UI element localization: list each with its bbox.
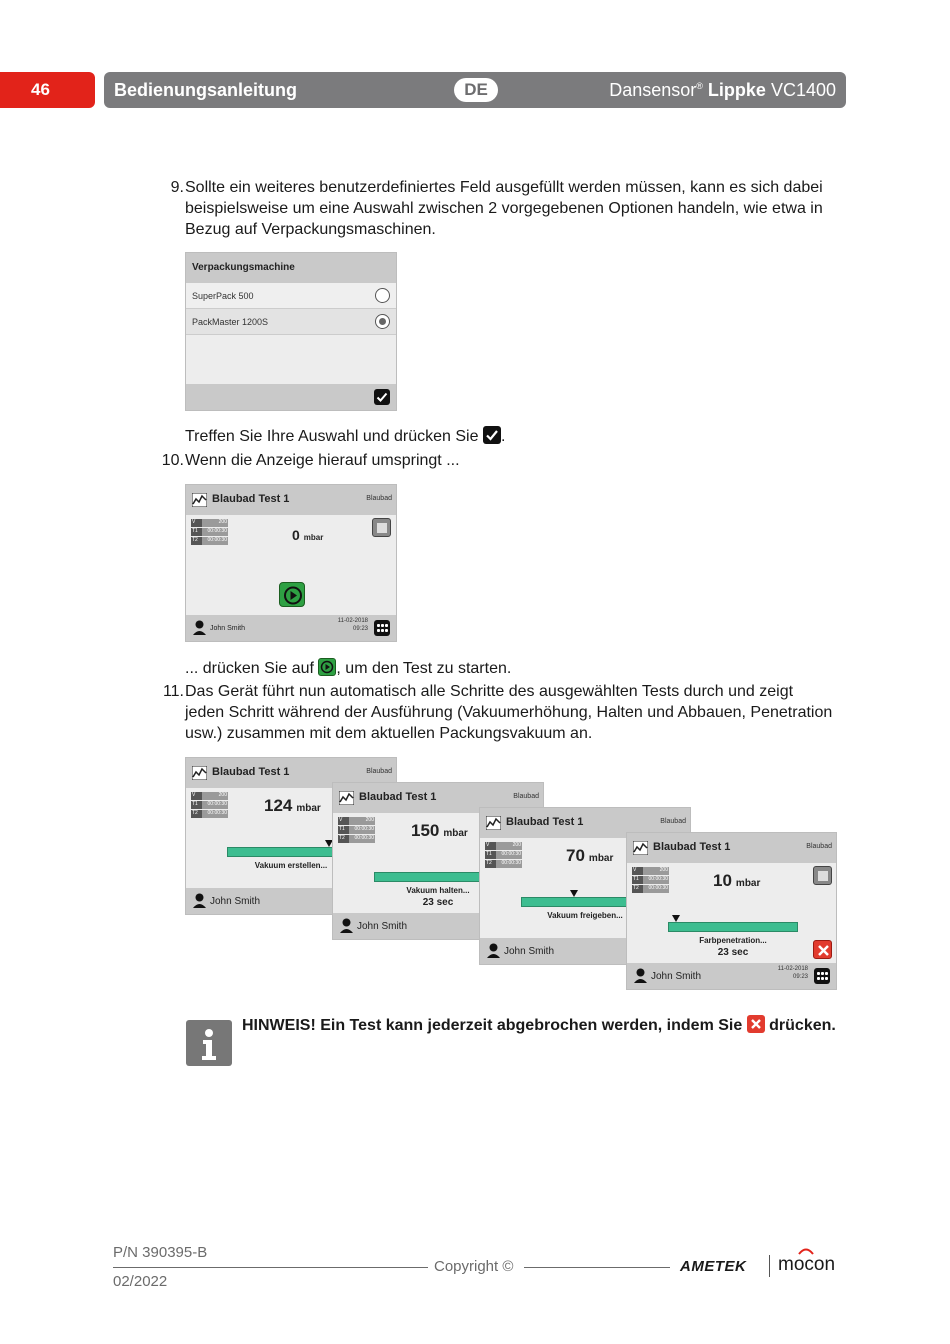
user-icon: [634, 968, 647, 983]
menu-icon[interactable]: [374, 620, 390, 636]
machine-select-screen: [185, 252, 397, 411]
date-time: 11-02-2018 09:23: [777, 966, 808, 980]
test-parameters: V 200 T1 00:00:30 T2 00:00:30: [633, 867, 668, 891]
cancel-icon: [747, 1015, 765, 1033]
chart-icon: [192, 766, 207, 780]
check-icon: [483, 426, 501, 444]
test-subtitle: Blaubad: [366, 495, 392, 502]
radio-icon[interactable]: [375, 288, 390, 303]
chart-icon: [633, 841, 648, 855]
language-badge: DE: [454, 78, 498, 102]
radio-selected-icon[interactable]: [375, 314, 390, 329]
mocon-arc-icon: [798, 1247, 814, 1255]
select-header: [186, 253, 396, 283]
chart-icon: [192, 493, 207, 507]
option-row[interactable]: [186, 309, 396, 335]
timer-text: 23 sec: [717, 947, 749, 958]
menu-icon[interactable]: [814, 968, 830, 984]
user-icon: [193, 620, 206, 635]
pressure-readout: 70 mbar: [566, 846, 614, 865]
footer-divider: [524, 1267, 670, 1268]
save-report-icon[interactable]: [372, 518, 391, 537]
page-number: 46: [0, 72, 95, 108]
ametek-logo: AMETEK: [680, 1258, 747, 1275]
option-label: SuperPack 500: [192, 291, 254, 301]
progress-bar: [668, 922, 798, 932]
user-icon: [340, 918, 353, 933]
user-name: John Smith: [210, 625, 246, 632]
header-bar: [104, 72, 846, 108]
pressure-readout: 10 mbar: [713, 871, 761, 890]
product-name: Dansensor® Lippke VC1400: [609, 80, 836, 100]
pressure-readout: 150 mbar: [411, 821, 468, 840]
user-icon: [193, 893, 206, 908]
test-title: Blaubad Test 1: [359, 791, 437, 803]
select-title: Verpackungsmachine: [192, 262, 295, 273]
test-start-screen: [185, 484, 397, 642]
manual-title: Bedienungsanleitung: [114, 80, 298, 100]
status-text: Vakuum freigeben...: [547, 911, 623, 920]
chart-icon: [339, 791, 354, 805]
select-footer: [186, 384, 396, 410]
chart-icon: [486, 816, 501, 830]
user-icon: [487, 943, 500, 958]
info-icon: [186, 1020, 232, 1066]
save-report-icon[interactable]: [813, 866, 832, 885]
test-subtitle: Blaubad: [806, 843, 832, 850]
copyright: Copyright ©: [434, 1258, 514, 1275]
mocon-logo: mocon: [778, 1254, 835, 1276]
publication-date: 02/2022: [113, 1273, 168, 1290]
timer-text: 23 sec: [422, 897, 454, 908]
date-time: 11-02-2018 09:23: [337, 618, 368, 632]
play-button[interactable]: [279, 582, 305, 607]
test-subtitle: Blaubad: [513, 793, 539, 800]
test-title: Blaubad Test 1: [653, 841, 731, 853]
hint-text: HINWEIS! Ein Test kann jederzeit abgebrochen werden, indem Sie drücken.: [242, 1017, 836, 1034]
option-row[interactable]: [186, 283, 396, 309]
status-text: Vakuum halten...: [406, 886, 470, 895]
test-title: Blaubad Test 1: [506, 816, 584, 828]
cancel-button[interactable]: [813, 940, 832, 959]
test-parameters: V 200 T1 00:00:30 T2 00:00:30: [339, 817, 374, 841]
option-label: PackMaster 1200S: [192, 317, 269, 327]
sequence-screen-4: [626, 832, 837, 990]
pressure-readout: 0 mbar: [292, 527, 324, 543]
test-title: Blaubad Test 1: [212, 766, 290, 778]
part-number: P/N 390395-B: [113, 1244, 208, 1261]
test-subtitle: Blaubad: [366, 768, 392, 775]
test-title: Blaubad Test 1: [212, 493, 290, 505]
user-name: John Smith: [210, 896, 261, 907]
test-parameters: V 200 T1 00:00:30 T2 00:00:30: [486, 842, 521, 866]
progress-marker: [570, 890, 578, 897]
footer-divider: [113, 1267, 428, 1268]
test-parameters: V 200 T1 00:00:30 T2 00:00:30: [192, 519, 227, 543]
pressure-readout: 124 mbar: [264, 796, 321, 815]
logo-separator: [769, 1255, 770, 1277]
user-name: John Smith: [504, 946, 555, 957]
test-subtitle: Blaubad: [660, 818, 686, 825]
status-text: Farbpenetration...: [699, 936, 767, 945]
progress-marker: [672, 915, 680, 922]
user-name: John Smith: [651, 971, 702, 982]
status-text: Vakuum erstellen...: [254, 861, 328, 870]
test-parameters: V 200 T1 00:00:30 T2 00:00:30: [192, 792, 227, 816]
play-icon: [318, 658, 336, 676]
user-name: John Smith: [357, 921, 408, 932]
confirm-check-icon[interactable]: [374, 389, 390, 405]
